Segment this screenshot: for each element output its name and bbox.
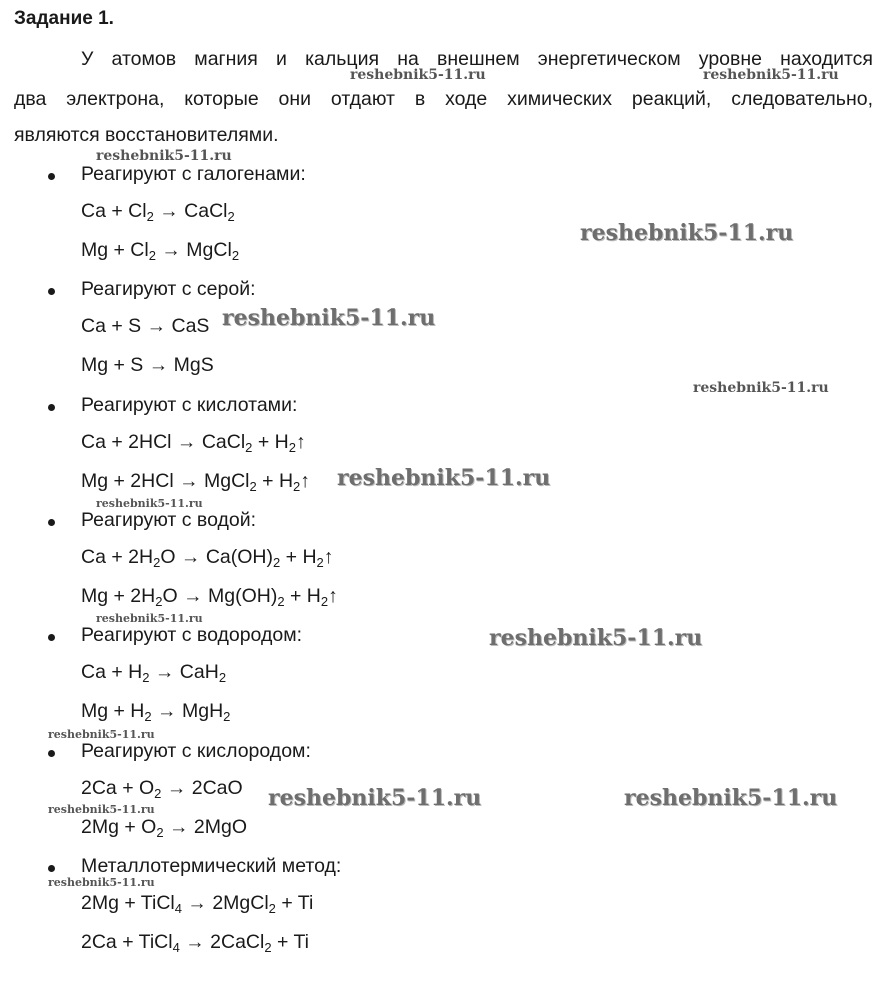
equation-text: + H xyxy=(284,584,321,607)
watermark: reshebnik5-11.ru xyxy=(624,785,838,811)
watermark: reshebnik5-11.ru xyxy=(96,612,203,625)
equation-subscript: 2 xyxy=(155,593,163,609)
section-heading: Реагируют с водородом: xyxy=(81,624,303,647)
equation xyxy=(81,200,235,223)
equation-text: Mg + 2H xyxy=(81,584,156,607)
equation xyxy=(81,315,209,338)
equation-text: Ca + H xyxy=(81,661,143,684)
intro-line-1: У атомов магния и кальция на внешнем энергетическом уровне находится xyxy=(81,48,873,70)
equation-text: Mg + S → MgS xyxy=(81,354,214,377)
watermark: reshebnik5-11.ru xyxy=(48,803,155,816)
section-heading: Металлотермический метод: xyxy=(81,854,342,877)
equation-subscript: 2 xyxy=(264,939,272,955)
watermark: reshebnik5-11.ru xyxy=(693,380,829,396)
equation-text: Mg + H xyxy=(81,700,145,723)
bullet-icon xyxy=(48,519,55,526)
bullet-icon xyxy=(48,865,55,872)
equation-subscript: 2 xyxy=(227,209,235,224)
bullet-icon xyxy=(48,288,55,295)
watermark: reshebnik5-11.ru xyxy=(580,220,794,246)
equation xyxy=(81,931,309,954)
equation-subscript: 2 xyxy=(142,670,150,686)
watermark: reshebnik5-11.ru xyxy=(96,497,203,510)
equation-text: ↑ xyxy=(323,545,334,568)
equation-subscript: 2 xyxy=(277,593,285,609)
equation-subscript: 2 xyxy=(148,248,156,263)
bullet-icon xyxy=(48,404,55,411)
equation-subscript: 4 xyxy=(172,939,180,955)
equation-text: O → Ca(OH) xyxy=(160,545,273,568)
equation-text: ↑ xyxy=(300,469,311,492)
equation xyxy=(81,777,243,800)
bullet-icon xyxy=(48,750,55,757)
equation-subscript: 2 xyxy=(272,554,281,570)
equation-text: Ca + 2H xyxy=(81,545,154,568)
watermark: reshebnik5-11.ru xyxy=(337,465,551,491)
section-heading: Реагируют с галогенами: xyxy=(81,163,306,185)
intro-line-2: два электрона, которые они отдают в ходе химических реакций, следовательно, xyxy=(14,88,873,110)
equation-subscript: 2 xyxy=(320,593,329,609)
equation xyxy=(81,470,310,493)
equation-text: → 2CaO xyxy=(161,776,243,799)
equation-text: 2Ca + O xyxy=(81,776,155,799)
equation-subscript: 2 xyxy=(316,554,324,570)
equation-subscript: 2 xyxy=(218,670,227,686)
equation-subscript: 2 xyxy=(293,478,301,494)
equation-text: 2Ca + TiCl xyxy=(81,930,173,953)
watermark: reshebnik5-11.ru xyxy=(703,67,839,83)
section-heading: Реагируют с серой: xyxy=(81,278,256,301)
watermark: reshebnik5-11.ru xyxy=(489,625,703,651)
equation xyxy=(81,816,247,839)
equation-subscript: 2 xyxy=(153,554,161,570)
bullet-icon xyxy=(48,173,55,180)
equation-text: + Ti xyxy=(271,930,309,953)
equation xyxy=(81,546,334,569)
equation-text: Mg + Cl xyxy=(81,239,149,261)
equation xyxy=(81,700,230,723)
equation-text: + H xyxy=(280,545,317,568)
equation-subscript: 2 xyxy=(288,439,296,455)
equation-subscript: 2 xyxy=(156,824,164,840)
equation-subscript: 2 xyxy=(231,248,240,263)
equation-text: + Ti xyxy=(275,891,314,914)
watermark: reshebnik5-11.ru xyxy=(96,148,232,164)
equation-text: → 2MgCl xyxy=(181,891,269,914)
equation xyxy=(81,661,226,684)
equation-text: 2Mg + TiCl xyxy=(81,891,175,914)
equation xyxy=(81,585,338,608)
equation-text: → 2CaCl xyxy=(179,930,265,953)
equation-subscript: 2 xyxy=(245,439,253,455)
equation-text: Mg + 2HCl → MgCl xyxy=(81,469,250,492)
equation-subscript: 2 xyxy=(144,709,152,725)
watermark: reshebnik5-11.ru xyxy=(350,67,486,83)
bullet-icon xyxy=(48,634,55,641)
equation-text: Ca + S → CaS xyxy=(81,315,210,338)
equation xyxy=(81,239,239,262)
watermark: reshebnik5-11.ru xyxy=(222,305,436,331)
equation-text: → 2MgO xyxy=(163,815,247,838)
equation-subscript: 2 xyxy=(223,709,231,725)
section-heading: Реагируют с кислородом: xyxy=(81,739,311,762)
section-heading: Реагируют с водой: xyxy=(81,508,257,531)
equation-subscript: 2 xyxy=(249,478,257,494)
watermark: reshebnik5-11.ru xyxy=(48,728,155,741)
equation-subscript: 2 xyxy=(146,209,154,224)
section-heading: Реагируют с кислотами: xyxy=(81,393,298,416)
equation-subscript: 2 xyxy=(268,900,276,916)
equation-text: → MgCl xyxy=(155,239,232,261)
equation-text: + H xyxy=(256,469,294,492)
equation xyxy=(81,431,306,454)
equation-text: → CaH xyxy=(149,661,219,684)
intro-line-3: являются восстановителями. xyxy=(14,124,279,146)
watermark: reshebnik5-11.ru xyxy=(268,785,482,811)
task-title: Задание 1. xyxy=(14,8,114,29)
equation-text: → MgH xyxy=(151,700,224,723)
equation xyxy=(81,354,214,377)
equation-text: 2Mg + O xyxy=(81,815,157,838)
equation-text: O → Mg(OH) xyxy=(162,584,278,607)
equation-text: + H xyxy=(252,430,289,453)
equation xyxy=(81,892,313,915)
equation-text: Ca + Cl xyxy=(81,200,147,222)
equation-text: → CaCl xyxy=(153,200,228,222)
equation-subscript: 4 xyxy=(174,900,182,916)
equation-subscript: 2 xyxy=(154,785,162,801)
equation-text: ↑ xyxy=(328,584,338,607)
watermark: reshebnik5-11.ru xyxy=(48,876,155,889)
equation-text: ↑ xyxy=(295,430,306,453)
equation-text: Ca + 2HCl → CaCl xyxy=(81,430,246,453)
